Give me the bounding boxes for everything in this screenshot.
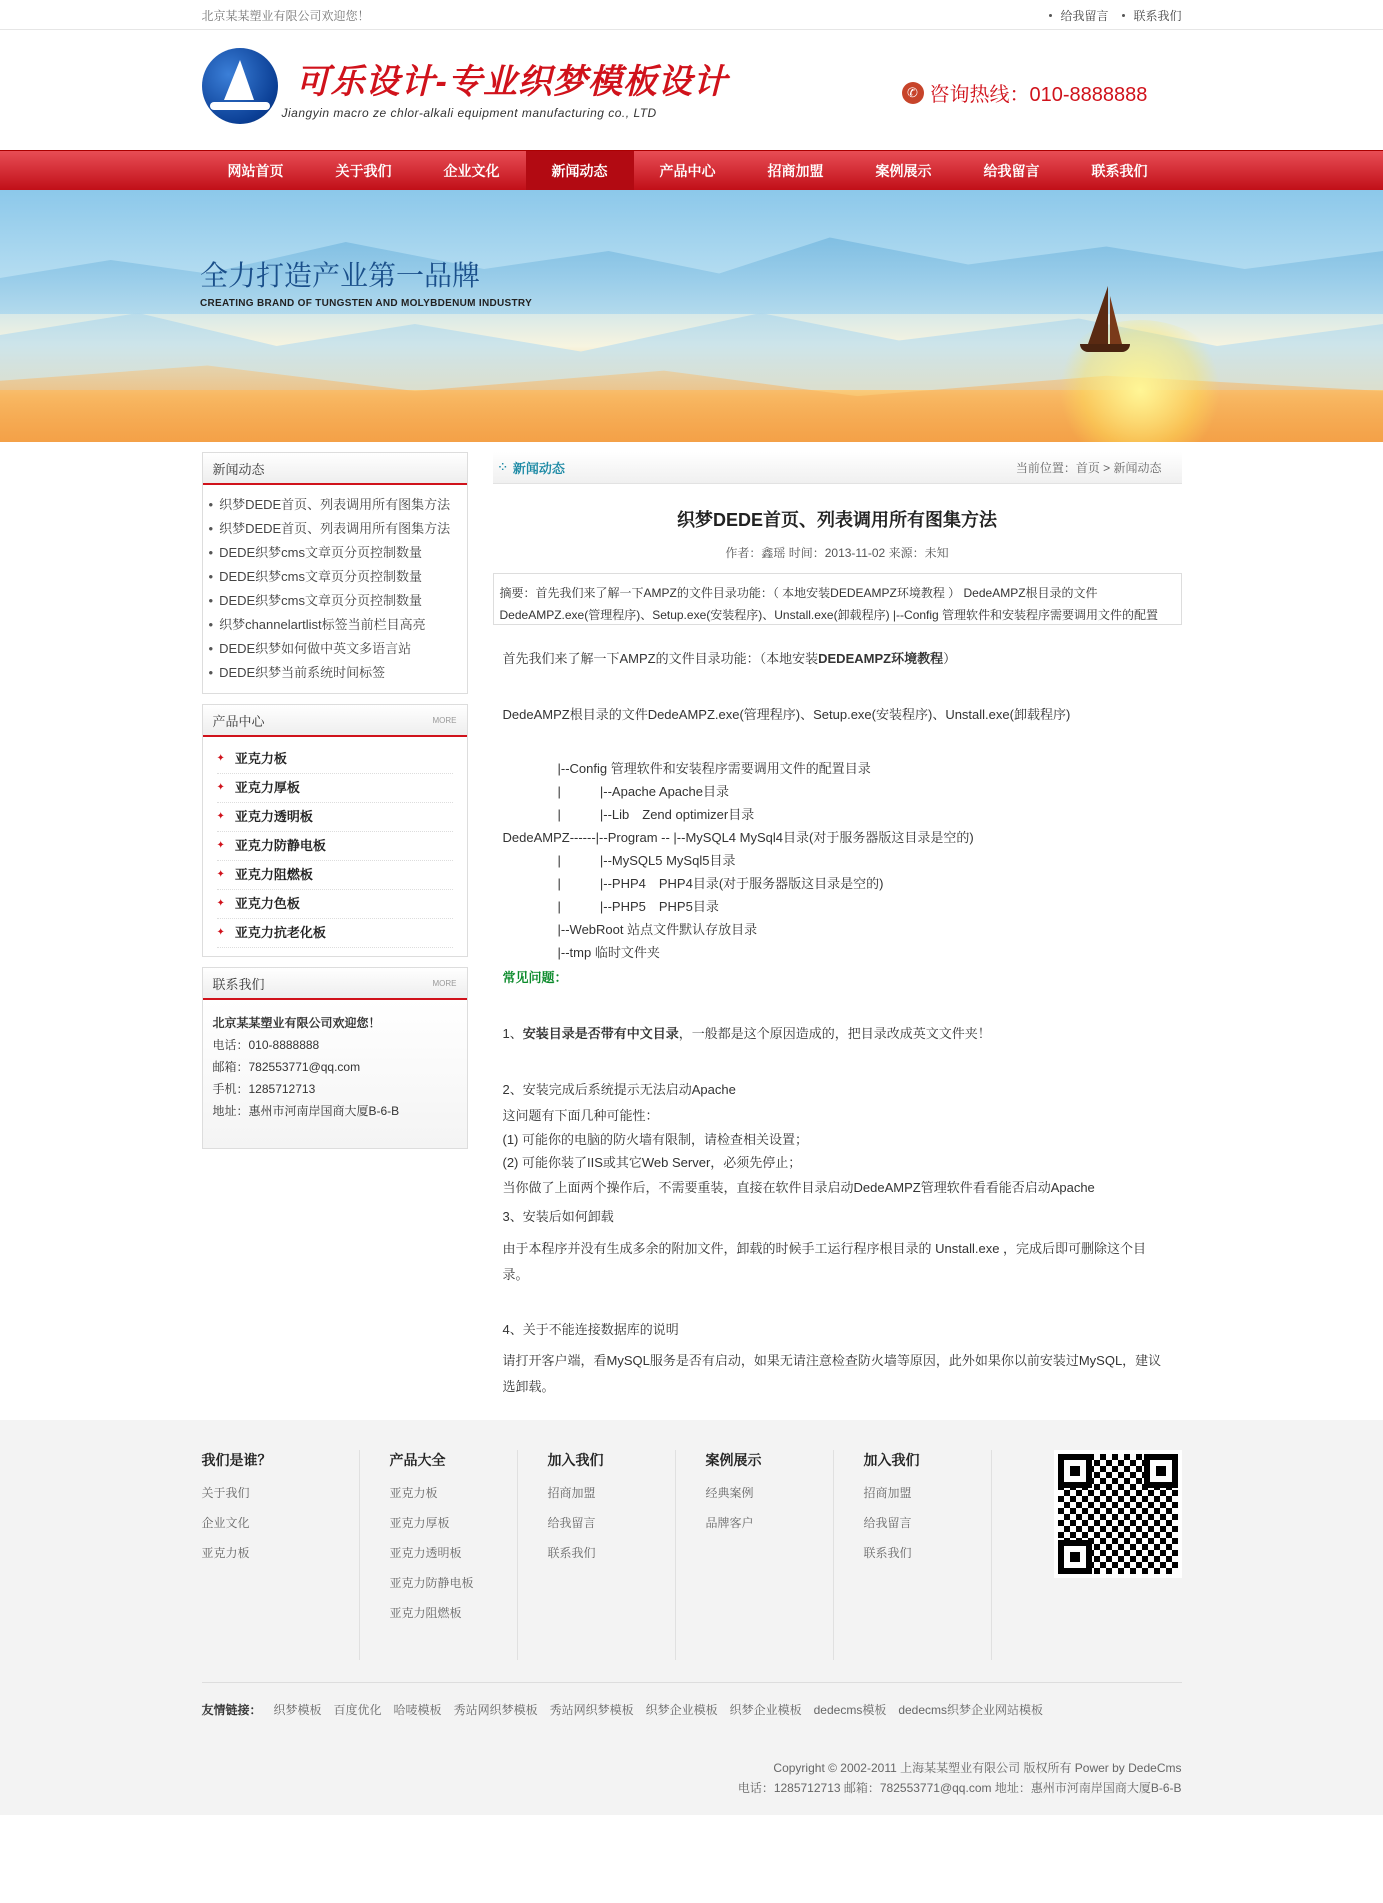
footer-link[interactable]: 经典案例 [705, 1486, 754, 1500]
faq-q2-line: 这问题有下面几种可能性： [502, 1108, 659, 1123]
top-links [1049, 7, 1181, 24]
nav-news[interactable]: 新闻动态 [526, 151, 634, 191]
tree-line: | |--PHP4 PHP4目录(对于服务器版这目录是空的) [557, 876, 884, 891]
sidebar [202, 452, 468, 1400]
banner-subtitle: CREATING BRAND OF TUNGSTEN AND MOLYBDENUM INDUSTRY [200, 298, 533, 309]
top-link-message[interactable] [1049, 7, 1108, 24]
friend-link[interactable]: 织梦企业模板 [645, 1703, 718, 1717]
products-more-link[interactable]: MORE [432, 715, 457, 725]
tree-line: | |--Lib Zend optimizer目录 [557, 807, 755, 822]
footer-col-title: 我们是谁？ [201, 1452, 272, 1468]
footer-link[interactable]: 给我留言 [863, 1516, 912, 1530]
paragraph: DedeAMPZ根目录的文件DedeAMPZ.exe(管理程序)、Setup.exe(安装程序)、Unstall.exe(卸载程序) [502, 707, 1071, 722]
faq-q2-line: 当你做了上面两个操作后，不需要重装，直接在软件目录启动DedeAMPZ管理软件看看能否启动Apache [502, 1180, 1095, 1195]
footer-link[interactable]: 亚克力厚板 [389, 1516, 450, 1530]
product-item[interactable] [217, 803, 453, 832]
article-body [493, 625, 1182, 1400]
top-bar [0, 0, 1383, 30]
bold-text: 安装目录是否带有中文目录 [522, 1026, 679, 1041]
footer-link[interactable]: 企业文化 [201, 1516, 250, 1530]
product-item-label: 亚克力透明板 [234, 809, 313, 824]
hotline [902, 78, 1148, 107]
tree-line: |--WebRoot 站点文件默认存放目录 [557, 922, 758, 937]
faq-q1 [503, 1020, 1172, 1048]
news-box-title: 新闻动态 [212, 461, 265, 477]
nav-home[interactable]: 网站首页 [227, 163, 284, 179]
product-item-label: 亚克力抗老化板 [234, 925, 326, 940]
text: ） [943, 651, 957, 666]
products-box-title: 产品中心 [212, 713, 265, 729]
product-item[interactable] [217, 861, 453, 890]
sun-glow [1050, 320, 1230, 442]
news-box [202, 452, 468, 694]
footer-link[interactable]: 亚克力透明板 [389, 1546, 462, 1560]
nav-franchise[interactable]: 招商加盟 [767, 163, 824, 179]
main-section [0, 442, 1383, 1420]
tree-line: | |--PHP5 PHP5目录 [557, 899, 719, 914]
news-item[interactable]: • 织梦DEDE首页、列表调用所有图集方法 [209, 493, 461, 517]
footer-link[interactable]: 招商加盟 [863, 1486, 912, 1500]
bullet-icon [1122, 14, 1125, 17]
contact-box [202, 967, 468, 1149]
article-title: 织梦DEDE首页、列表调用所有图集方法 [676, 510, 997, 530]
news-item[interactable]: • DEDE织梦cms文章页分页控制数量 [209, 541, 461, 565]
news-item[interactable]: • 织梦channelartlist标签当前栏目高亮 [209, 613, 461, 637]
footer-col-join [518, 1450, 676, 1660]
friend-link[interactable]: 哈唛模板 [393, 1703, 442, 1717]
contact-email: 邮箱：782553771@qq.com [212, 1060, 361, 1074]
faq-q2: 2、安装完成后系统提示无法启动Apache [502, 1082, 736, 1097]
footer-link[interactable]: 给我留言 [547, 1516, 596, 1530]
product-item-label: 亚克力色板 [234, 896, 300, 911]
faq-q3: 3、安装后如何卸载 [502, 1209, 614, 1224]
friend-link[interactable]: dedecms模板 [813, 1703, 887, 1717]
faq-q4-text: 请打开客户端，看MySQL服务是否有启动，如果无请注意检查防火墙等原因，此外如果你以前安装过MySQL，建议选卸载。 [502, 1353, 1162, 1394]
product-item[interactable] [217, 890, 453, 919]
faq-q2-line: (2) 可能你装了IIS或其它Web Server，必须先停止； [502, 1155, 802, 1170]
footer-contact-line: 电话：1285712713 邮箱：782553771@qq.com 地址：惠州市河南岸国商大厦B-6-B [737, 1781, 1182, 1795]
product-item[interactable] [217, 774, 453, 803]
friend-link[interactable]: 织梦企业模板 [729, 1703, 802, 1717]
nav-about[interactable]: 关于我们 [335, 163, 392, 179]
copyright [202, 1758, 1182, 1798]
tree-line: |--Config 管理软件和安装程序需要调用文件的配置目录 [557, 761, 871, 776]
contact-phone: 电话：010-8888888 [212, 1038, 320, 1052]
footer-col-title: 产品大全 [389, 1452, 446, 1468]
contact-company: 北京某某塑业有限公司欢迎您！ [212, 1016, 381, 1030]
news-item[interactable]: • 织梦DEDE首页、列表调用所有图集方法 [209, 517, 461, 541]
contact-address: 地址：惠州市河南岸国商大厦B-6-B [212, 1104, 400, 1118]
text: ，一般都是这个原因造成的，把目录改成英文文件夹！ [678, 1026, 991, 1041]
friend-link[interactable]: dedecms织梦企业网站模板 [898, 1703, 1044, 1717]
bullet-icon [1049, 14, 1052, 17]
hotline-text: 咨询热线：010-8888888 [929, 84, 1148, 106]
footer-link[interactable]: 亚克力板 [201, 1546, 250, 1560]
faq-q3-text: 由于本程序并没有生成多余的附加文件，卸载的时候手工运行程序根目录的 Unstall.exe ，完成后即可删除这个目录。 [502, 1241, 1147, 1282]
banner [0, 190, 1383, 442]
top-link-contact-label[interactable]: 联系我们 [1133, 8, 1182, 23]
friend-label: 友情链接： [201, 1703, 262, 1717]
footer-link[interactable]: 亚克力阻燃板 [389, 1606, 462, 1620]
top-link-contact[interactable] [1122, 7, 1181, 24]
friend-links [202, 1682, 1182, 1718]
star-icon: ✦ [216, 840, 225, 851]
paragraph [503, 645, 1172, 673]
faq-q2-line: (1) 可能你的电脑的防火墙有限制，请检查相关设置； [502, 1132, 809, 1147]
article-content [493, 452, 1182, 1400]
product-item-label: 亚克力厚板 [234, 780, 300, 795]
footer-link[interactable]: 亚克力板 [389, 1486, 438, 1500]
footer-link[interactable]: 招商加盟 [547, 1486, 596, 1500]
product-item-label: 亚克力防静电板 [234, 838, 326, 853]
news-item[interactable]: • DEDE织梦cms文章页分页控制数量 [209, 589, 461, 613]
nav-cases[interactable]: 案例展示 [875, 163, 932, 179]
phone-icon: ✆ [902, 82, 924, 104]
footer-col-join2 [834, 1450, 992, 1660]
nav-message[interactable]: 给我留言 [983, 163, 1040, 179]
tree-line: |--tmp 临时文件夹 [557, 945, 660, 960]
text: 1、 [502, 1026, 523, 1041]
contact-more-link[interactable]: MORE [432, 978, 457, 988]
footer-col-about [202, 1450, 360, 1660]
crumb-bar [493, 452, 1182, 484]
bold-link[interactable]: DEDEAMPZ环境教程 [818, 651, 944, 666]
header [0, 30, 1383, 150]
logo-icon[interactable] [202, 48, 278, 124]
friend-link[interactable]: 秀站网织梦模板 [549, 1703, 634, 1717]
nav-products[interactable]: 产品中心 [659, 163, 716, 179]
footer [0, 1420, 1383, 1815]
footer-col-products [360, 1450, 518, 1660]
tree-line: DedeAMPZ------|--Program -- |--MySQL4 MySql4目录(对于服务器版这目录是空的) [502, 830, 974, 845]
nav-contact[interactable]: 联系我们 [1091, 163, 1148, 179]
footer-link[interactable]: 联系我们 [547, 1546, 596, 1560]
product-item[interactable] [217, 745, 453, 774]
news-item[interactable]: • DEDE织梦如何做中英文多语言站 [209, 637, 461, 661]
section-icon: ⁘ [498, 462, 507, 473]
section-title: 新闻动态 [512, 461, 565, 476]
article-summary: 摘要：首先我们来了解一下AMPZ的文件目录功能：（ 本地安装DEDEAMPZ环境教程 ） DedeAMPZ根目录的文件DedeAMPZ.exe(管理程序)、Setup.exe(安装程序)、Unstall.exe(卸载程序) |--Config 管理软件和安装程序需要调用文件的配置 [493, 573, 1182, 625]
product-item-label: 亚克力板 [234, 751, 287, 766]
friend-link[interactable]: 百度优化 [333, 1703, 382, 1717]
contact-box-title: 联系我们 [212, 976, 265, 992]
star-icon: ✦ [216, 782, 225, 793]
top-link-message-label[interactable]: 给我留言 [1060, 8, 1109, 23]
footer-col-cases [676, 1450, 834, 1660]
star-icon: ✦ [216, 927, 225, 938]
news-item[interactable]: • DEDE织梦当前系统时间标签 [209, 661, 461, 685]
qr-code-icon [1054, 1450, 1182, 1578]
contact-mobile: 手机：1285712713 [212, 1082, 316, 1096]
logo-title: 可乐设计-专业织梦模板设计 [295, 63, 728, 101]
text: 首先我们来了解一下AMPZ的文件目录功能：（本地安装 [502, 651, 819, 666]
news-item[interactable]: • DEDE织梦cms文章页分页控制数量 [209, 565, 461, 589]
star-icon: ✦ [216, 898, 225, 909]
footer-link[interactable]: 亚克力防静电板 [389, 1576, 474, 1590]
welcome-text: 北京某某塑业有限公司欢迎您！ [201, 8, 370, 23]
star-icon: ✦ [216, 753, 225, 764]
footer-link[interactable]: 品牌客户 [705, 1516, 754, 1530]
star-icon: ✦ [216, 869, 225, 880]
faq-q4: 4、关于不能连接数据库的说明 [502, 1322, 679, 1337]
footer-col-title: 加入我们 [863, 1452, 920, 1468]
footer-link[interactable]: 联系我们 [863, 1546, 912, 1560]
footer-col-title: 加入我们 [547, 1452, 604, 1468]
faq-label: 常见问题： [502, 970, 568, 985]
product-item[interactable] [217, 832, 453, 861]
tree-line: | |--Apache Apache目录 [557, 784, 729, 799]
copyright-text: Copyright © 2002-2011 上海某某塑业有限公司 版权所有 Power by DedeCms [773, 1761, 1182, 1775]
product-item[interactable] [217, 919, 453, 948]
product-item-label: 亚克力阻燃板 [234, 867, 313, 882]
article-meta: 作者：鑫瑶 时间：2013-11-02 来源：未知 [725, 546, 949, 560]
products-box [202, 704, 468, 957]
nav-culture[interactable]: 企业文化 [443, 163, 500, 179]
banner-title: 全力打造产业第一品牌 [200, 260, 481, 291]
main-nav [0, 150, 1383, 190]
tree-line: | |--MySQL5 MySql5目录 [557, 853, 736, 868]
footer-link[interactable]: 关于我们 [201, 1486, 250, 1500]
friend-link[interactable]: 秀站网织梦模板 [453, 1703, 538, 1717]
friend-link[interactable]: 织梦模板 [273, 1703, 322, 1717]
star-icon: ✦ [216, 811, 225, 822]
logo-subtitle: Jiangyin macro ze chlor-alkali equipment manufacturing co., LTD [281, 106, 657, 120]
breadcrumb[interactable]: 当前位置：首页 > 新闻动态 [1015, 461, 1162, 475]
footer-col-title: 案例展示 [705, 1452, 762, 1468]
